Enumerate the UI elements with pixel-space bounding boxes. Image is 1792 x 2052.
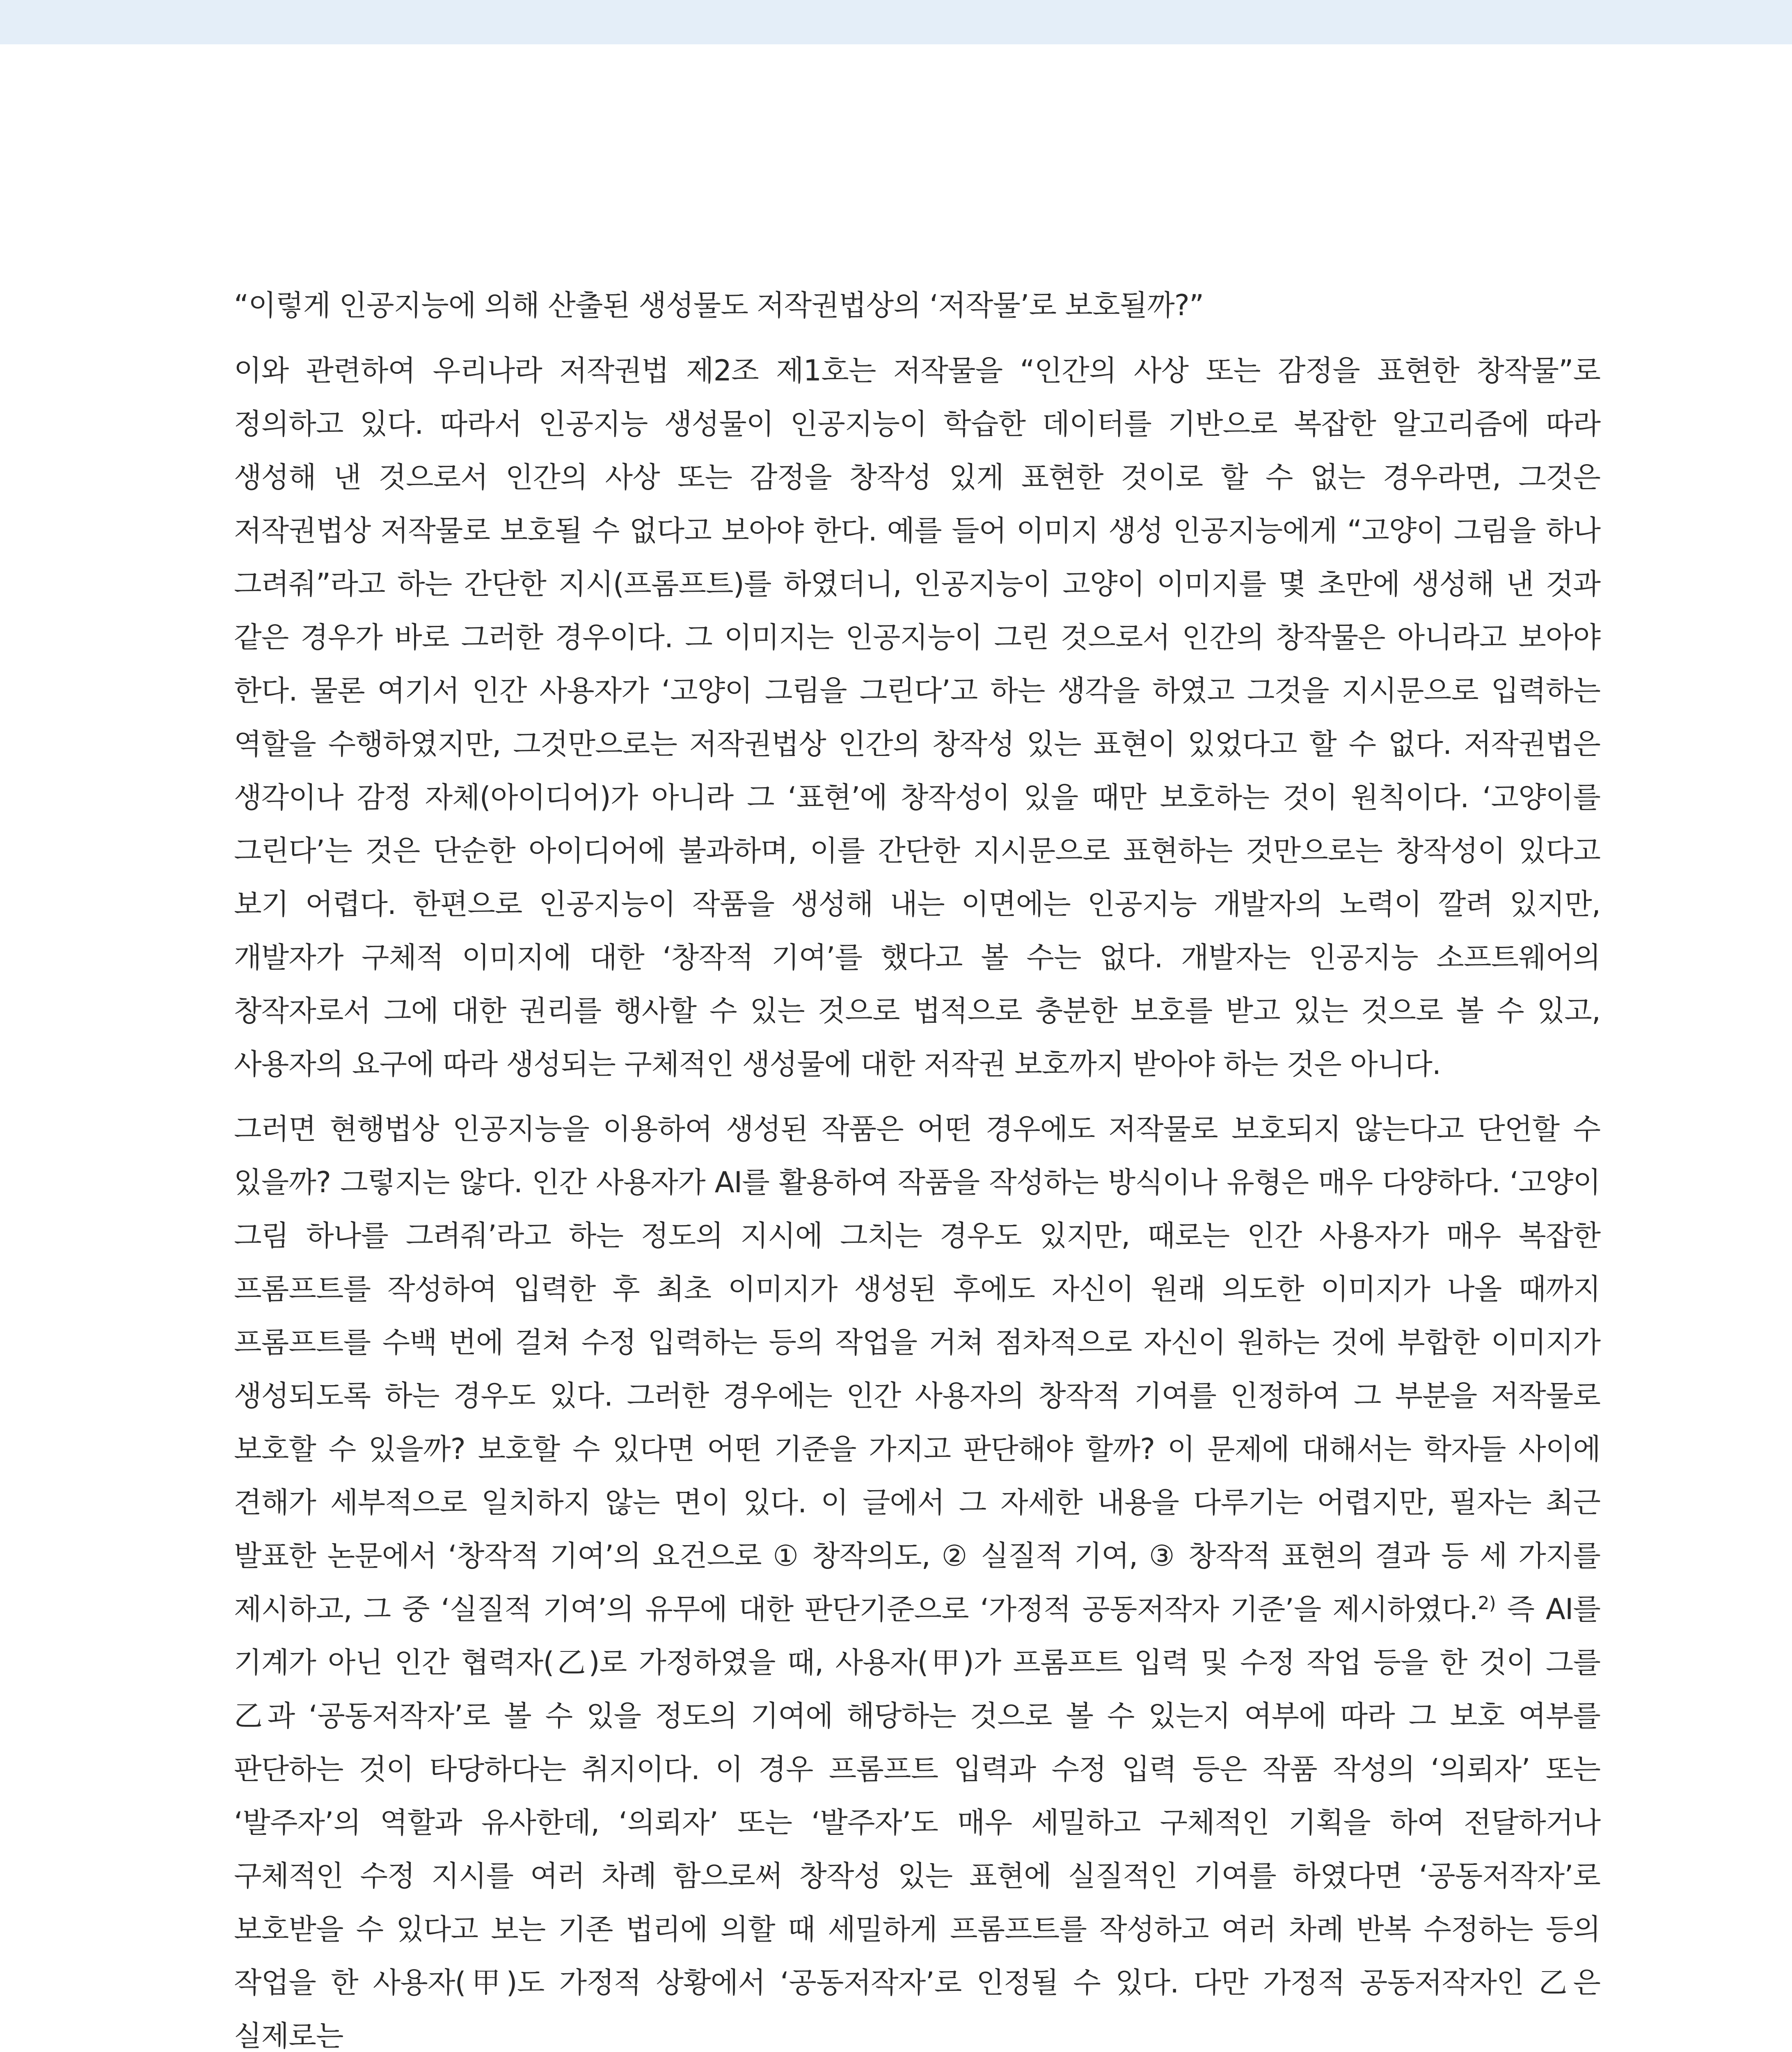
paragraph-2 bbox=[234, 1102, 1600, 2052]
article-body bbox=[234, 279, 1600, 2052]
footnote-reference[interactable]: 2) bbox=[1478, 1593, 1496, 1614]
paragraph-2-part-2: 즉 AI를 기계가 아닌 인간 협력자(乙)로 가정하였을 때, 사용자(甲)가 프롬프트 입력 및 수정 작업 등을 한 것이 그를 乙과 ‘공동저작자’로 볼 수 있을 정도의 기여에 해당하는 것으로 볼 수 있는지 여부에 따라 그 보호 여부를 판단하는 것이 타당하다는 취지이다. 이 경우 프롬프트 입력과 수정 입력 등은 작품 작성의 ‘의뢰자’ 또는 ‘발주자’의 역할과 유사한데, ‘의뢰자’ 또는 ‘발주자’도 매우 세밀하고 구체적인 기획을 하여 전달하거나 구체적인 수정 지시를 여러 차례 함으로써 창작성 있는 표현에 실질적인 기여를 하였다면 ‘공동저작자’로 보호받을 수 있다고 보는 기존 법리에 의할 때 세밀하게 프롬프트를 작성하고 여러 차례 반복 수정하는 등의 작업을 한 사용자(甲)도 가정적 상황에서 ‘공동저작자’로 인정될 수 있다. 다만 가정적 공동저작자인 乙은 실제로는 bbox=[234, 1592, 1600, 2052]
top-decorative-band bbox=[0, 0, 1792, 44]
paragraph-2-part-1: 그러면 현행법상 인공지능을 이용하여 생성된 작품은 어떤 경우에도 저작물로 보호되지 않는다고 단언할 수 있을까? 그렇지는 않다. 인간 사용자가 AI를 활용하여 작품을 작성하는 방식이나 유형은 매우 다양하다. ‘고양이 그림 하나를 그려줘’라고 하는 정도의 지시에 그치는 경우도 있지만, 때로는 인간 사용자가 매우 복잡한 프롬프트를 작성하여 입력한 후 최초 이미지가 생성된 후에도 자신이 원래 의도한 이미지가 나올 때까지 프롬프트를 수백 번에 걸쳐 수정 입력하는 등의 작업을 거쳐 점차적으로 자신이 원하는 것에 부합한 이미지가 생성되도록 하는 경우도 있다. 그러한 경우에는 인간 사용자의 창작적 기여를 인정하여 그 부분을 저작물로 보호할 수 있을까? 보호할 수 있다면 어떤 기준을 가지고 판단해야 할까? 이 문제에 대해서는 학자들 사이에 견해가 세부적으로 일치하지 않는 면이 있다. 이 글에서 그 자세한 내용을 다루기는 어렵지만, 필자는 최근 발표한 논문에서 ‘창작적 기여’의 요건으로 ① 창작의도, ② 실질적 기여, ③ 창작적 표현의 결과 등 세 가지를 제시하고, 그 중 ‘실질적 기여’의 유무에 대한 판단기준으로 ‘가정적 공동저작자 기준’을 제시하였다. bbox=[234, 1112, 1600, 1626]
lead-question: “이렇게 인공지능에 의해 산출된 생성물도 저작권법상의 ‘저작물’로 보호될까?” bbox=[234, 289, 1204, 322]
paragraph-1: 이와 관련하여 우리나라 저작권법 제2조 제1호는 저작물을 “인간의 사상 또는 감정을 표현한 창작물”로 정의하고 있다. 따라서 인공지능 생성물이 인공지능이 학습한 데이터를 기반으로 복잡한 알고리즘에 따라 생성해 낸 것으로서 인간의 사상 또는 감정을 창작성 있게 표현한 것이로 할 수 없는 경우라면, 그것은 저작권법상 저작물로 보호될 수 없다고 보아야 한다. 예를 들어 이미지 생성 인공지능에게 “고양이 그림을 하나 그려줘”라고 하는 간단한 지시(프롬프트)를 하였더니, 인공지능이 고양이 이미지를 몇 초만에 생성해 낸 것과 같은 경우가 바로 그러한 경우이다. 그 이미지는 인공지능이 그린 것으로서 인간의 창작물은 아니라고 보아야 한다. 물론 여기서 인간 사용자가 ‘고양이 그림을 그린다’고 하는 생각을 하였고 그것을 지시문으로 입력하는 역할을 수행하였지만, 그것만으로는 저작권법상 인간의 창작성 있는 표현이 있었다고 할 수 없다. 저작권법은 생각이나 감정 자체(아이디어)가 아니라 그 ‘표현’에 창작성이 있을 때만 보호하는 것이 원칙이다. ‘고양이를 그린다’는 것은 단순한 아이디어에 불과하며, 이를 간단한 지시문으로 표현하는 것만으로는 창작성이 있다고 보기 어렵다. 한편으로 인공지능이 작품을 생성해 내는 이면에는 인공지능 개발자의 노력이 깔려 있지만, 개발자가 구체적 이미지에 대한 ‘창작적 기여’를 했다고 볼 수는 없다. 개발자는 인공지능 소프트웨어의 창작자로서 그에 대한 권리를 행사할 수 있는 것으로 법적으로 충분한 보호를 받고 있는 것으로 볼 수 있고, 사용자의 요구에 따라 생성되는 구체적인 생성물에 대한 저작권 보호까지 받아야 하는 것은 아니다. bbox=[234, 354, 1601, 1081]
